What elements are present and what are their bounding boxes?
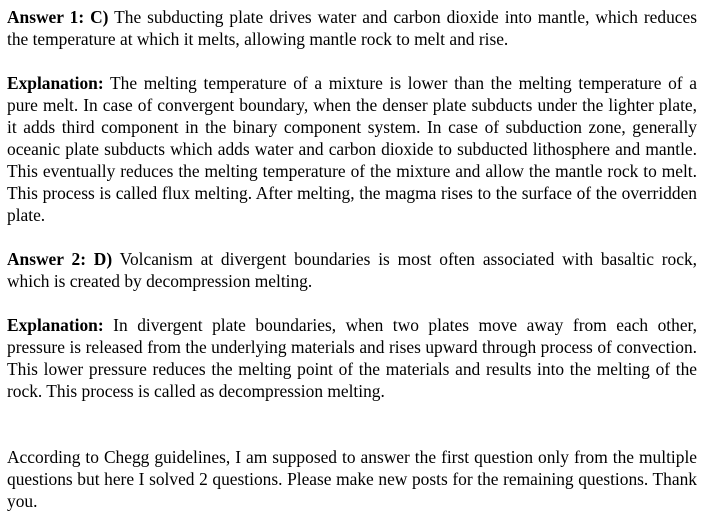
answer-2-paragraph (7, 248, 697, 292)
guidelines-note-text: According to Chegg guidelines, I am supposed to answer the first question only from the multiple questions but here I solved 2 questions. Please make new posts for the remaining questions. Thank you. (7, 447, 697, 511)
guidelines-note-paragraph (7, 446, 697, 512)
paragraph-spacer (7, 50, 697, 72)
paragraph-spacer (7, 226, 697, 248)
answer-1-text: The subducting plate drives water and carbon dioxide into mantle, which reduces the temperature at which it melts, allowing mantle rock to melt and rise. (7, 7, 697, 49)
answer-1-label: Answer 1: C) (7, 7, 109, 27)
explanation-2-label: Explanation: (7, 315, 104, 335)
paragraph-spacer (7, 292, 697, 314)
answer-2-text: Volcanism at divergent boundaries is most often associated with basaltic rock, which is created by decompression melting. (7, 249, 697, 291)
explanation-1-text: The melting temperature of a mixture is lower than the melting temperature of a pure melt. In case of convergent boundary, when the denser plate subducts under the lighter plate, it adds third component in the binary component system. In case of subduction zone, generally oceanic plate subducts which adds water and carbon dioxide to subducted lithosphere and mantle. This eventually reduces the melting temperature of the mixture and allow the mantle rock to melt. This process is called flux melting. After melting, the magma rises to the surface of the overridden plate. (7, 73, 697, 225)
explanation-1-label: Explanation: (7, 73, 104, 93)
paragraph-spacer (7, 402, 697, 446)
document-body (7, 6, 697, 512)
answer-1-paragraph (7, 6, 697, 50)
explanation-2-text: In divergent plate boundaries, when two plates move away from each other, pressure is released from the underlying materials and rises upward through process of convection. This lower pressure reduces the melting point of the materials and results into the melting of the rock. This process is called as decompression melting. (7, 315, 697, 401)
explanation-1-paragraph (7, 72, 697, 226)
explanation-2-paragraph (7, 314, 697, 402)
answer-2-label: Answer 2: D) (7, 249, 113, 269)
